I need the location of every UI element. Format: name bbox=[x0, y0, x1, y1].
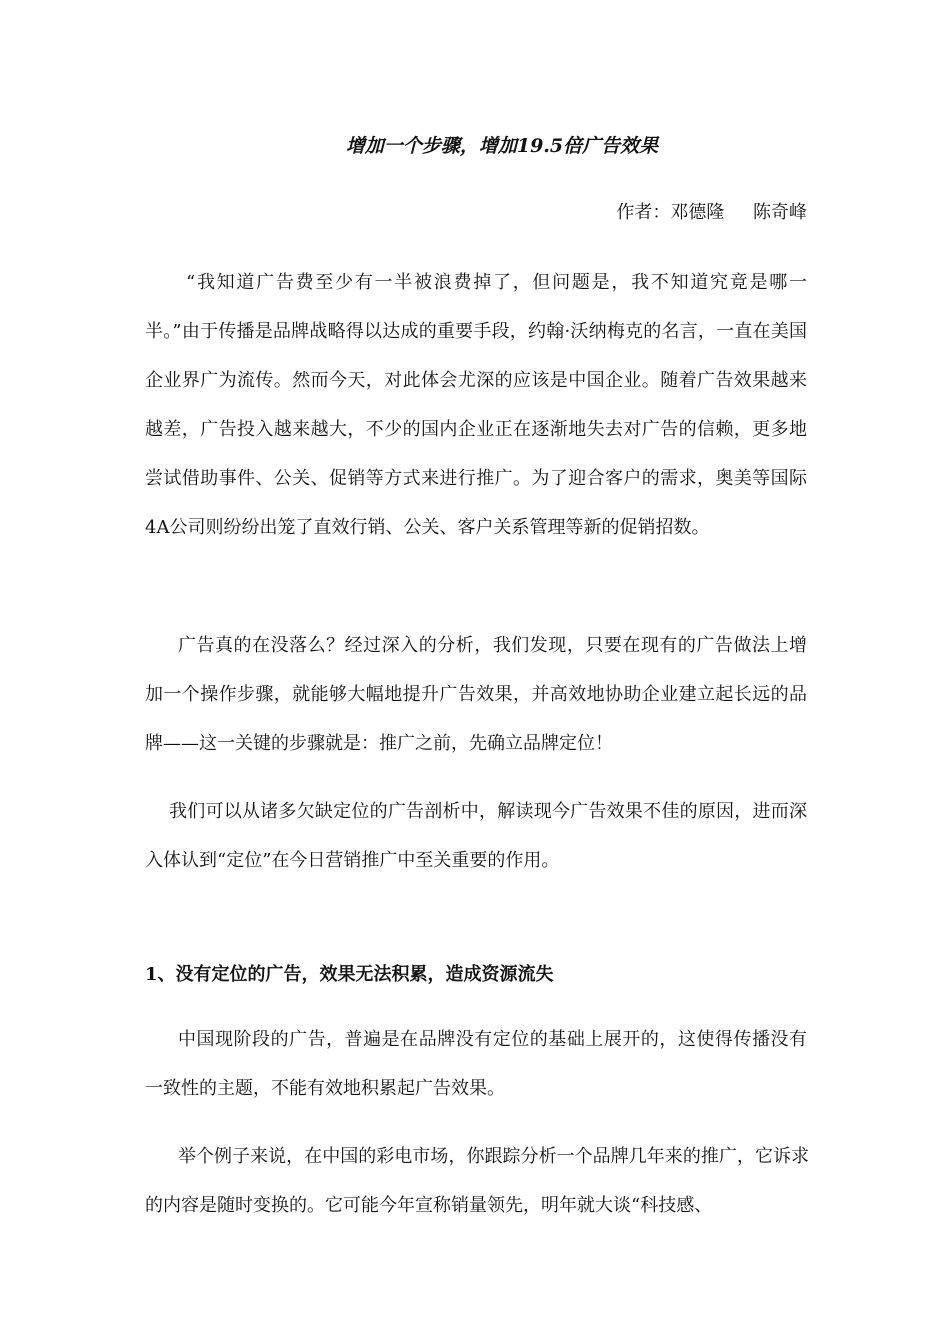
author-line: 作者：邓德隆 陈奇峰 bbox=[616, 202, 807, 223]
document-title: 增加一个步骤，增加19.5倍广告效果 bbox=[345, 135, 659, 157]
section1-paragraph-2: 举个例子来说，在中国的彩电市场，你跟踪分析一个品牌几年来的推广，它诉求的内容是随时变换的。它可能今年宣称销量领先，明年就大谈“科技感、 bbox=[145, 1146, 809, 1216]
section-heading-1: 1、没有定位的广告，效果无法积累，造成资源流失 bbox=[145, 964, 554, 985]
body-paragraph-1: “我知道广告费至少有一半被浪费掉了，但问题是，我不知道究竟是哪一半。”由于传播是品牌战略得以达成的重要手段，约翰·沃纳梅克的名言，一直在美国企业界广为流传。然而今天，对此体会尤深的应该是中国企业。随着广告效果越来越差，广告投入越来越大，不少的国内企业正在逐渐地失去对广告的信赖，更多地尝试借助事件、公关、促销等方式来进行推广。为了迎合客户的需求，奥美等国际4A公司则纷纷出笼了直效行销、公关、客户关系管理等新的促销招数。 bbox=[145, 272, 807, 538]
body-paragraph-3: 我们可以从诸多欠缺定位的广告剖析中，解读现今广告效果不佳的原因，进而深入体认到“定位”在今日营销推广中至关重要的作用。 bbox=[145, 801, 807, 871]
section1-paragraph-1: 中国现阶段的广告，普遍是在品牌没有定位的基础上展开的，这使得传播没有一致性的主题，不能有效地积累起广告效果。 bbox=[145, 1029, 807, 1099]
body-paragraph-2: 广告真的在没落么？经过深入的分析，我们发现，只要在现有的广告做法上增加一个操作步骤，就能够大幅地提升广告效果，并高效地协助企业建立起长远的品牌——这一关键的步骤就是：推广之前，先确立品牌定位！ bbox=[145, 635, 807, 754]
